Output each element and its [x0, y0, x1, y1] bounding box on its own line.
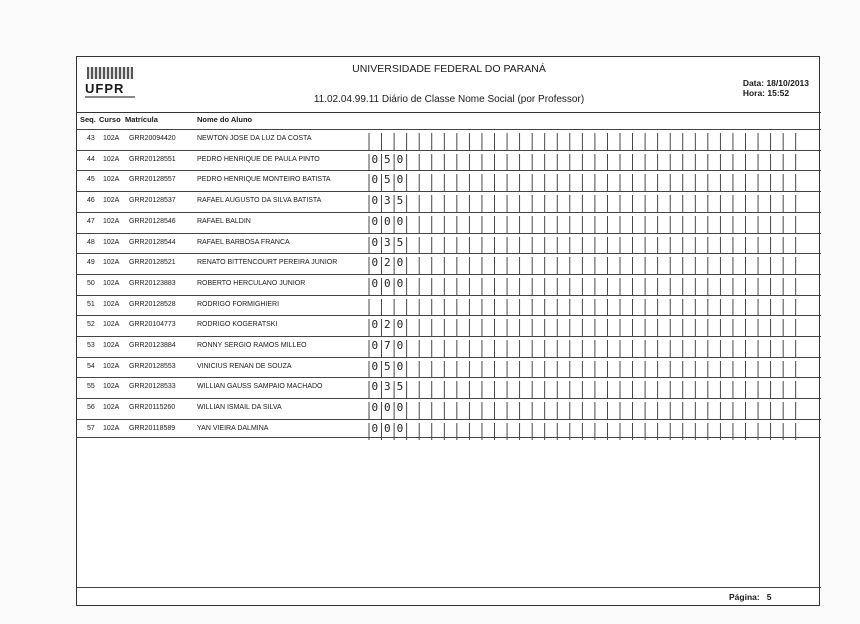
table-row	[77, 377, 821, 397]
page-label: Página:	[729, 592, 760, 602]
grade-digit: 0	[371, 235, 379, 249]
grade-digit: 0	[396, 152, 404, 166]
table-row	[77, 295, 821, 315]
row-student-name: PEDRO HENRIQUE MONTEIRO BATISTA	[197, 176, 331, 184]
row-student-name: PEDRO HENRIQUE DE PAULA PINTO	[197, 155, 320, 163]
row-seq: 52	[87, 321, 95, 329]
row-mark-grid	[77, 130, 821, 150]
row-course: 102A	[103, 424, 120, 432]
grade-digit: 5	[384, 152, 391, 166]
row-registration: GRR20128546	[129, 217, 176, 225]
row-registration: GRR20128544	[129, 238, 176, 246]
row-mark-grid	[77, 192, 821, 212]
row-course: 102A	[103, 383, 120, 391]
grade-digit: 5	[396, 235, 404, 249]
grade-digit: 0	[384, 214, 391, 228]
grade-digit: 0	[384, 401, 391, 415]
col-course-header: Curso	[99, 115, 121, 124]
grade-digit: 0	[396, 276, 404, 290]
row-seq: 53	[87, 342, 95, 349]
grade-digit: 0	[396, 359, 404, 373]
row-course: 102A	[103, 321, 120, 329]
row-student-name: RODRIGO KOGERATSKI	[197, 321, 278, 329]
report-title: 11.02.04.99.11 Diário de Classe Nome Social (por Professor)	[313, 94, 585, 105]
grade-digit: 2	[384, 318, 391, 332]
grade-digit: 0	[384, 276, 391, 290]
row-student-name: RAFAEL BALDIN	[197, 217, 251, 225]
row-mark-grid	[77, 316, 821, 336]
row-seq: 48	[87, 238, 95, 246]
table-row	[77, 170, 821, 190]
grade-digit: 5	[396, 380, 404, 394]
row-registration: GRR20128553	[129, 362, 176, 370]
grade-digit: 0	[371, 214, 379, 228]
row-registration: GRR20104773	[129, 321, 176, 329]
row-registration: GRR20118589	[129, 424, 176, 432]
row-registration: GRR20123884	[129, 342, 176, 349]
grade-digit: 0	[396, 401, 404, 415]
row-student-name: RAFAEL AUGUSTO DA SILVA BATISTA	[197, 197, 322, 205]
date-label: Data:	[742, 78, 765, 88]
grade-digit: 3	[384, 235, 391, 249]
grade-digit: 0	[396, 339, 404, 352]
time-value: 15:52	[767, 88, 790, 98]
row-course: 102A	[103, 279, 120, 287]
row-mark-grid	[77, 254, 821, 274]
row-mark-grid	[77, 213, 821, 233]
row-mark-grid	[77, 151, 821, 171]
grade-digit: 5	[384, 359, 391, 373]
table-end-line	[77, 437, 821, 438]
class-diary-sheet	[76, 56, 820, 606]
row-seq: 44	[87, 155, 95, 163]
grade-digit: 0	[396, 256, 404, 270]
grade-digit: 0	[371, 380, 379, 394]
row-registration: GRR20115260	[129, 404, 176, 412]
row-course: 102A	[103, 238, 120, 246]
row-student-name: NEWTON JOSE DA LUZ DA COSTA	[197, 135, 312, 142]
grade-digit: 0	[371, 152, 379, 166]
grade-digit: 0	[371, 194, 379, 208]
logo-text: UFPR	[85, 81, 125, 96]
grade-digit: 2	[384, 256, 391, 270]
grade-digit: 0	[371, 359, 379, 373]
row-seq: 51	[87, 300, 95, 308]
grade-digit: 3	[384, 380, 391, 394]
page-value: 5	[766, 592, 772, 602]
row-seq: 43	[87, 135, 95, 142]
grade-digit: 5	[396, 194, 404, 208]
row-course: 102A	[103, 259, 120, 267]
grade-digit: 3	[384, 194, 391, 208]
row-seq: 50	[87, 279, 95, 287]
row-registration: GRR20123883	[129, 279, 176, 287]
row-mark-grid	[77, 399, 821, 419]
row-student-name: VINICIUS RENAN DE SOUZA	[197, 362, 292, 370]
row-student-name: RODRIGO FORMIGHIERI	[197, 300, 280, 308]
row-course: 102A	[103, 135, 120, 142]
row-course: 102A	[103, 362, 120, 370]
grade-digit: 0	[371, 339, 379, 352]
time-label: Hora:	[742, 88, 766, 98]
row-course: 102A	[103, 197, 120, 205]
row-mark-grid	[77, 275, 821, 295]
row-seq: 57	[87, 424, 95, 432]
row-mark-grid	[77, 296, 821, 316]
row-registration: GRR20128528	[129, 300, 176, 308]
footer-divider	[77, 587, 821, 588]
row-course: 102A	[103, 155, 120, 163]
table-row	[77, 274, 821, 294]
header-divider	[77, 112, 821, 113]
col-seq-header: Seq.	[80, 115, 96, 124]
row-student-name: WILLIAN ISMAIL DA SILVA	[197, 404, 282, 412]
table-row	[77, 150, 821, 170]
row-course: 102A	[103, 300, 120, 308]
grade-digit: 0	[371, 318, 379, 332]
grade-digit: 0	[371, 256, 379, 270]
grade-digit: 0	[371, 421, 379, 435]
grade-digit: 0	[384, 421, 391, 435]
row-seq: 46	[87, 197, 95, 205]
row-course: 102A	[103, 404, 120, 412]
row-student-name: ROBERTO HERCULANO JUNIOR	[197, 279, 306, 287]
grade-digit: 0	[396, 318, 404, 332]
table-row	[77, 253, 821, 273]
row-registration: GRR20128537	[129, 197, 176, 205]
grade-digit: 0	[371, 401, 379, 415]
row-registration: GRR20128533	[129, 383, 176, 391]
row-mark-grid	[77, 358, 821, 378]
col-name-header: Nome do Aluno	[197, 115, 253, 124]
grade-digit: 0	[371, 173, 379, 187]
row-student-name: YAN VIEIRA DALMINA	[197, 424, 269, 432]
grade-digit: 0	[396, 421, 404, 435]
row-course: 102A	[103, 342, 120, 349]
table-row	[77, 233, 821, 253]
date-value: 18/10/2013	[766, 78, 809, 88]
table-row	[77, 315, 821, 335]
row-mark-grid	[77, 337, 821, 357]
row-student-name: RONNY SERGIO RAMOS MILLEO	[197, 342, 307, 349]
row-seq: 56	[87, 404, 95, 412]
table-row	[77, 398, 821, 418]
row-seq: 49	[87, 259, 95, 267]
row-student-name: RENATO BITTENCOURT PEREIRA JUNIOR	[197, 259, 338, 267]
row-course: 102A	[103, 217, 120, 225]
row-course: 102A	[103, 176, 120, 184]
row-mark-grid	[77, 378, 821, 398]
row-seq: 45	[87, 176, 95, 184]
table-row	[77, 191, 821, 211]
grade-digit: 0	[371, 276, 379, 290]
row-mark-grid	[77, 171, 821, 191]
row-registration: GRR20128521	[129, 259, 176, 267]
grade-digit: 0	[396, 214, 404, 228]
row-seq: 55	[87, 383, 95, 391]
table-row	[77, 419, 821, 439]
row-seq: 47	[87, 217, 95, 225]
table-row	[77, 129, 821, 149]
grade-digit: 7	[384, 339, 391, 352]
row-registration: GRR20094420	[129, 135, 176, 142]
table-row	[77, 336, 821, 356]
row-registration: GRR20128551	[129, 155, 176, 163]
row-registration: GRR20128557	[129, 176, 176, 184]
table-row	[77, 357, 821, 377]
grade-digit: 0	[396, 173, 404, 187]
print-datetime	[743, 78, 809, 98]
grade-digit: 5	[384, 173, 391, 187]
col-reg-header: Matrícula	[125, 115, 158, 124]
row-student-name: RAFAEL BARBOSA FRANCA	[197, 238, 290, 246]
university-title: UNIVERSIDADE FEDERAL DO PARANÁ	[352, 63, 546, 75]
row-seq: 54	[87, 362, 95, 370]
table-row	[77, 212, 821, 232]
page-number	[729, 592, 772, 602]
row-student-name: WILLIAN GAUSS SAMPAIO MACHADO	[197, 383, 323, 391]
row-mark-grid	[77, 234, 821, 254]
